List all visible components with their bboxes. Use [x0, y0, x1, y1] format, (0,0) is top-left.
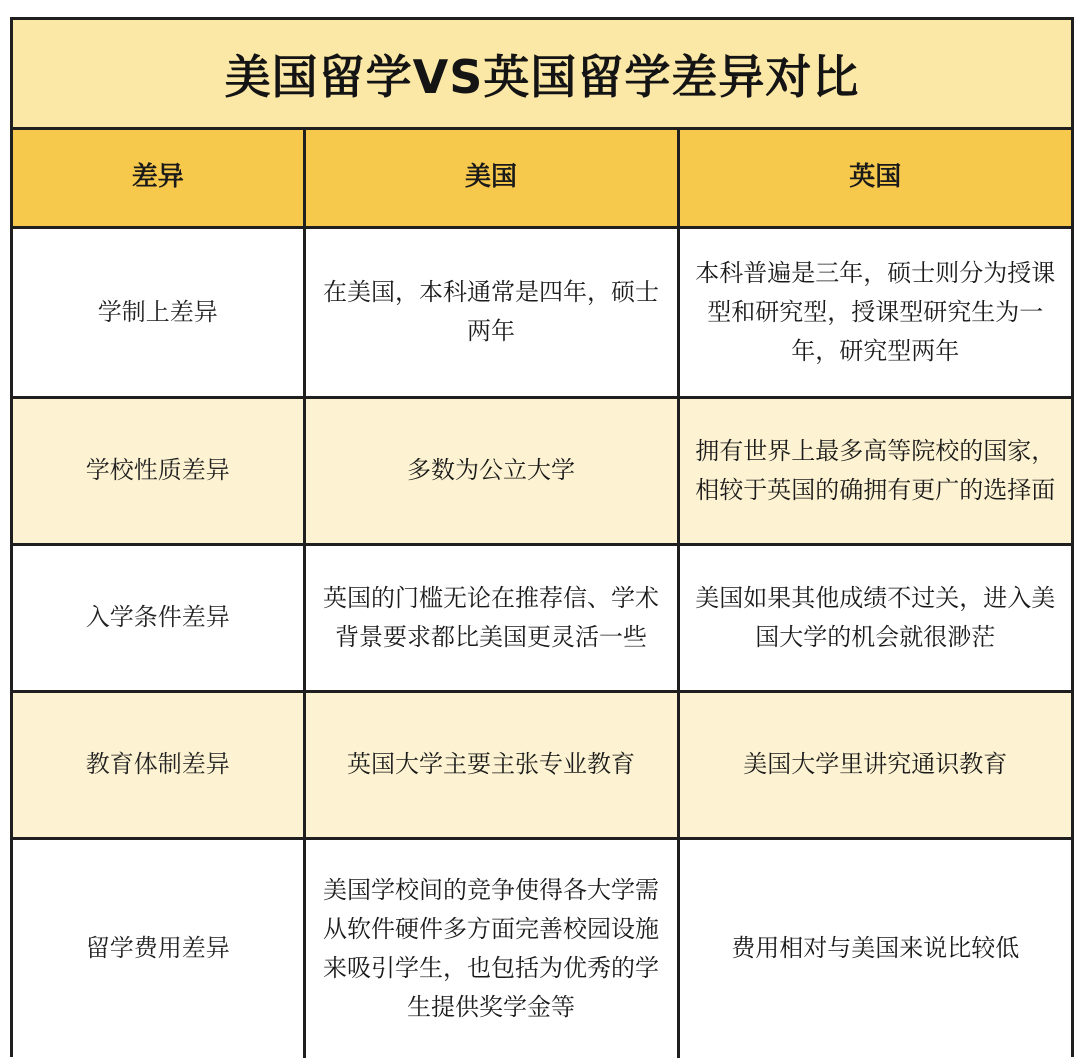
row-label: 教育体制差异 — [13, 691, 304, 838]
cell-usa: 美国学校间的竞争使得各大学需从软件硬件多方面完善校园设施来吸引学生，也包括为优秀的学生提供奖学金等 — [304, 838, 678, 1058]
header-uk: 英国 — [678, 130, 1071, 227]
cell-uk: 本科普遍是三年，硕士则分为授课型和研究型，授课型研究生为一年，研究型两年 — [678, 227, 1071, 397]
cell-uk: 费用相对与美国来说比较低 — [678, 838, 1071, 1058]
comparison-sheet — [10, 17, 1074, 1057]
page-title: 美国留学VS英国留学差异对比 — [224, 49, 860, 104]
table-row — [13, 691, 1071, 838]
row-label: 学校性质差异 — [13, 397, 304, 544]
row-label: 留学费用差异 — [13, 838, 304, 1058]
table-row — [13, 397, 1071, 544]
cell-uk: 美国如果其他成绩不过关，进入美国大学的机会就很渺茫 — [678, 544, 1071, 691]
table-header-row — [13, 130, 1071, 227]
cell-usa: 在美国，本科通常是四年，硕士两年 — [304, 227, 678, 397]
table-row — [13, 227, 1071, 397]
row-label: 入学条件差异 — [13, 544, 304, 691]
cell-usa: 多数为公立大学 — [304, 397, 678, 544]
table-row — [13, 544, 1071, 691]
table-row — [13, 838, 1071, 1058]
header-usa: 美国 — [304, 130, 678, 227]
cell-uk: 拥有世界上最多高等院校的国家，相较于英国的确拥有更广的选择面 — [678, 397, 1071, 544]
cell-uk: 美国大学里讲究通识教育 — [678, 691, 1071, 838]
title-bar — [13, 20, 1071, 130]
row-label: 学制上差异 — [13, 227, 304, 397]
header-difference: 差异 — [13, 130, 304, 227]
comparison-table — [13, 130, 1071, 1058]
cell-usa: 英国大学主要主张专业教育 — [304, 691, 678, 838]
cell-usa: 英国的门槛无论在推荐信、学术背景要求都比美国更灵活一些 — [304, 544, 678, 691]
